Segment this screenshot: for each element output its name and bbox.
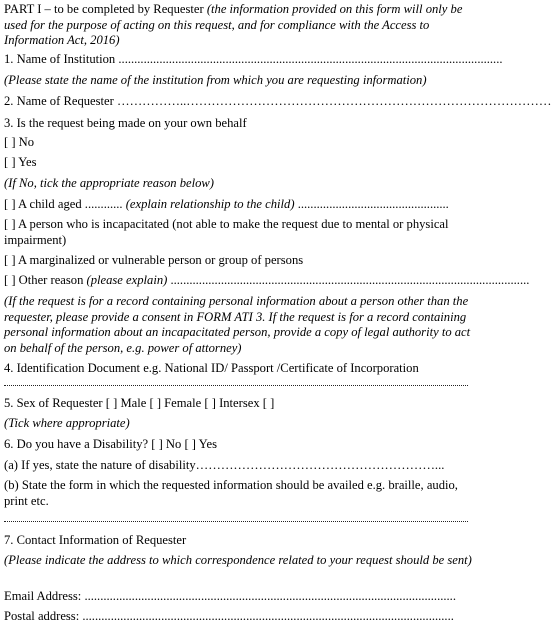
other-reason-checkbox[interactable]	[4, 273, 530, 289]
postal-address-label: Postal address:	[4, 609, 83, 623]
child-aged-label: [ ] A child aged	[4, 197, 85, 211]
sex-tick-hint: (Tick where appropriate)	[4, 416, 130, 430]
sex-of-requester-field[interactable]: 5. Sex of Requester [ ] Male [ ] Female [ ] Intersex [ ]	[4, 396, 275, 410]
other-reason-dots: ..................................................................................................................	[170, 273, 530, 287]
information-format-line[interactable]	[4, 520, 468, 522]
institution-name-label: 1. Name of Institution	[4, 52, 119, 66]
email-address-field[interactable]	[4, 589, 476, 605]
other-reason-note: (please explain)	[86, 273, 171, 287]
part1-heading	[4, 2, 476, 49]
disability-nature-dots: …………………………………………………...	[195, 458, 445, 472]
child-aged-checkbox[interactable]	[4, 197, 476, 213]
part1-title: PART I – to be completed by Requester	[4, 2, 207, 16]
contact-information-label: 7. Contact Information of Requester	[4, 533, 187, 547]
disability-question[interactable]: 6. Do you have a Disability? [ ] No [ ] Yes	[4, 437, 218, 451]
email-address-label: Email Address:	[4, 589, 85, 603]
other-reason-label: [ ] Other reason	[4, 273, 87, 287]
own-behalf-yes-checkbox[interactable]: [ ] Yes	[4, 155, 37, 169]
disability-nature-label: (a) If yes, state the nature of disability	[4, 458, 196, 472]
consent-note: (If the request is for a record containing personal information about a person other than the requester, please provide a consent in FORM ATI 3. If the request is for a record containing personal information about an incapacitated person, provide a copy of legal authority to act on behalf of the person, e.g. power of attorney)	[4, 294, 471, 355]
postal-address-dots: ......................................................................................................................	[82, 609, 454, 623]
reason-hint: (If No, tick the appropriate reason below)	[4, 176, 214, 190]
child-relationship-note: (explain relationship to the child)	[122, 197, 298, 211]
own-behalf-question: 3. Is the request being made on your own behalf	[4, 116, 247, 130]
child-age-dots: ............	[84, 197, 123, 211]
postal-address-field[interactable]	[4, 609, 476, 625]
identification-document-label: 4. Identification Document e.g. National ID/ Passport /Certificate of Incorporation	[4, 361, 419, 375]
part1-note: (the information provided on this form will only be used for the purpose of acting on this request, and for compliance with the Access to Information Act, 2016)	[4, 2, 463, 47]
requester-name-field[interactable]	[4, 94, 551, 110]
own-behalf-no-checkbox[interactable]: [ ] No	[4, 135, 35, 149]
requester-name-label: 2. Name of Requester	[4, 94, 117, 108]
marginalized-checkbox[interactable]: [ ] A marginalized or vulnerable person or group of persons	[4, 253, 304, 267]
requester-name-dots: ……………..……………………………………………………………………………	[116, 94, 551, 108]
email-address-dots: ......................................................................................................................	[84, 589, 456, 603]
incapacitated-checkbox[interactable]: [ ] A person who is incapacitated (not able to make the request due to mental or physical impairment)	[4, 217, 449, 247]
institution-name-hint: (Please state the name of the institution from which you are requesting information)	[4, 73, 427, 87]
information-format-label: (b) State the form in which the requested information should be availed e.g. braille, audio, print etc.	[4, 478, 458, 508]
institution-name-dots: ..........................................................................................................................	[118, 52, 503, 66]
institution-name-field[interactable]	[4, 52, 503, 68]
identification-document-line[interactable]	[4, 384, 468, 386]
child-relationship-dots: ................................................	[297, 197, 449, 211]
disability-nature-field[interactable]	[4, 458, 476, 474]
contact-address-hint: (Please indicate the address to which correspondence related to your request should be sent)	[4, 553, 472, 567]
